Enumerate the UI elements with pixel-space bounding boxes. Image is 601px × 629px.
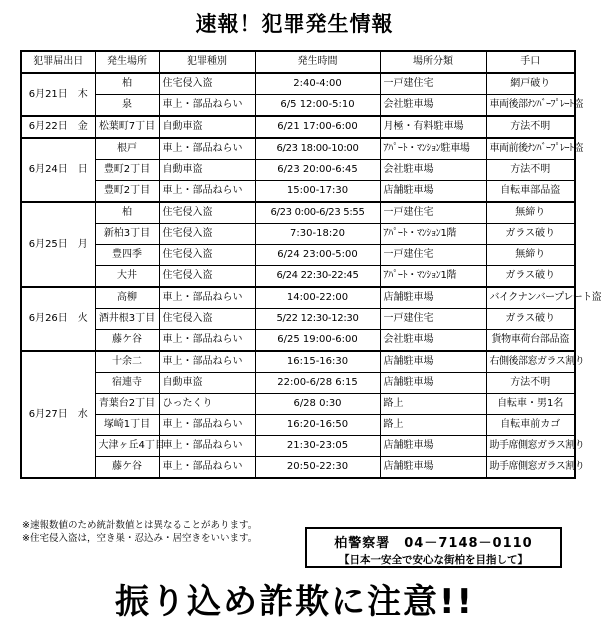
cell-place-category: 店舗駐車場 — [380, 351, 486, 373]
cell-time: 5/22 12:30-12:30 — [255, 309, 380, 330]
date-group — [21, 116, 575, 138]
cell-location: 柏 — [95, 202, 159, 224]
cell-location: 根戸 — [95, 138, 159, 160]
cell-place-category: 月極・有料駐車場 — [380, 116, 486, 138]
table-row — [21, 287, 575, 309]
cell-location: 青葉台2丁目 — [95, 394, 159, 415]
cell-method: 自転車・男1名 — [486, 394, 575, 415]
cell-method: 自転車部品盗 — [486, 181, 575, 203]
cell-time: 15:00-17:30 — [255, 181, 380, 203]
cell-place-category: 会社駐車場 — [380, 330, 486, 352]
cell-report-date: 6月26日 火 — [21, 287, 95, 351]
cell-time: 6/25 19:00-6:00 — [255, 330, 380, 352]
date-group — [21, 138, 583, 202]
cell-method: 右側後部窓ガラス割り — [486, 351, 575, 373]
cell-location: 十余二 — [95, 351, 159, 373]
table-row — [21, 181, 575, 203]
note-line: ※住宅侵入盗は，空き巣・忍込み・居空きをいいます。 — [22, 533, 258, 544]
cell-crime-type: 住宅侵入盗 — [159, 73, 255, 95]
cell-method: 車両前後ﾅﾝﾊﾞｰﾌﾟﾚｰﾄ盗 — [486, 138, 575, 160]
cell-method: 方法不明 — [486, 160, 575, 181]
cell-time: 21:30-23:05 — [255, 436, 380, 457]
table-row — [21, 224, 575, 245]
cell-method: 車両後部ﾅﾝﾊﾞｰﾌﾟﾚｰﾄ盗 — [486, 95, 575, 117]
table-row — [21, 330, 575, 352]
date-group — [21, 202, 575, 287]
table-row — [21, 160, 575, 181]
page-title: 速報！犯罪発生情報 — [195, 12, 394, 36]
header-place-category: 場所分類 — [380, 51, 486, 73]
table-row — [21, 202, 575, 224]
table-row — [21, 436, 575, 457]
cell-method: 助手席側窓ガラス割り — [486, 436, 575, 457]
cell-crime-type: 住宅侵入盗 — [159, 245, 255, 266]
cell-time: 6/23 18:00-10:00 — [255, 138, 380, 160]
cell-method: ガラス破り — [486, 266, 575, 288]
table-row — [21, 73, 575, 95]
cell-time: 6/5 12:00-5:10 — [255, 95, 380, 117]
date-group — [21, 73, 583, 116]
table-row — [21, 394, 575, 415]
cell-report-date: 6月27日 水 — [21, 351, 95, 478]
cell-crime-type: 車上・部品ねらい — [159, 436, 255, 457]
table-row — [21, 351, 575, 373]
fraud-warning: 振り込め詐欺に注意!! — [114, 582, 474, 622]
cell-place-category: 店舗駐車場 — [380, 181, 486, 203]
cell-report-date: 6月24日 日 — [21, 138, 95, 202]
cell-place-category: ｱﾊﾟｰﾄ・ﾏﾝｼｮﾝ1階 — [380, 224, 486, 245]
cell-report-date: 6月22日 金 — [21, 116, 95, 138]
header-time: 発生時間 — [255, 51, 380, 73]
cell-method: 方法不明 — [486, 373, 575, 394]
cell-place-category: 会社駐車場 — [380, 95, 486, 117]
cell-time: 6/24 22:30-22:45 — [255, 266, 380, 288]
header-report-date: 犯罪届出日 — [21, 51, 95, 73]
cell-report-date: 6月21日 木 — [21, 73, 95, 116]
cell-time: 6/24 23:00-5:00 — [255, 245, 380, 266]
date-group — [21, 287, 601, 351]
cell-place-category: 一戸建住宅 — [380, 73, 486, 95]
cell-time: 7:30-18:20 — [255, 224, 380, 245]
cell-location: 豊町2丁目 — [95, 160, 159, 181]
cell-crime-type: 車上・部品ねらい — [159, 415, 255, 436]
cell-report-date: 6月25日 月 — [21, 202, 95, 287]
cell-method: 自転車前カゴ — [486, 415, 575, 436]
cell-location: 藤ケ谷 — [95, 457, 159, 479]
table-row — [21, 116, 575, 138]
table-row — [21, 457, 575, 479]
cell-method: 貨物車荷台部品盗 — [486, 330, 575, 352]
cell-crime-type: 車上・部品ねらい — [159, 138, 255, 160]
cell-crime-type: 車上・部品ねらい — [159, 330, 255, 352]
cell-location: 松葉町7丁目 — [95, 116, 159, 138]
table-row — [21, 309, 575, 330]
cell-time: 6/23 20:00-6:45 — [255, 160, 380, 181]
cell-place-category: 店舗駐車場 — [380, 373, 486, 394]
date-group — [21, 351, 585, 478]
cell-time: 16:15-16:30 — [255, 351, 380, 373]
cell-location: 塚崎1丁目 — [95, 415, 159, 436]
cell-time: 14:00-22:00 — [255, 287, 380, 309]
cell-location: 宿連寺 — [95, 373, 159, 394]
cell-location: 豊町2丁目 — [95, 181, 159, 203]
cell-place-category: 一戸建住宅 — [380, 202, 486, 224]
cell-place-category: 路上 — [380, 394, 486, 415]
police-slogan: 【日本一安全で安心な街柏を目指して】 — [339, 554, 528, 566]
cell-location: 酒井根3丁目 — [95, 309, 159, 330]
cell-method: バイクナンバープレート盗 — [486, 287, 575, 309]
cell-crime-type: 車上・部品ねらい — [159, 95, 255, 117]
header-method: 手口 — [486, 51, 575, 73]
cell-place-category: 一戸建住宅 — [380, 245, 486, 266]
cell-crime-type: ひったくり — [159, 394, 255, 415]
police-phone: 柏警察署 04－7148－0110 — [334, 536, 533, 551]
header-crime-type: 犯罪種別 — [159, 51, 255, 73]
cell-location: 大井 — [95, 266, 159, 288]
cell-crime-type: 車上・部品ねらい — [159, 181, 255, 203]
cell-time: 6/23 0:00-6/23 5:55 — [255, 202, 380, 224]
cell-location: 新柏3丁目 — [95, 224, 159, 245]
table-row — [21, 245, 575, 266]
cell-method: 網戸破り — [486, 73, 575, 95]
cell-place-category: 店舗駐車場 — [380, 287, 486, 309]
cell-place-category: ｱﾊﾟｰﾄ・ﾏﾝｼｮﾝ1階 — [380, 266, 486, 288]
cell-location: 泉 — [95, 95, 159, 117]
cell-location: 柏 — [95, 73, 159, 95]
cell-crime-type: 住宅侵入盗 — [159, 202, 255, 224]
cell-place-category: 会社駐車場 — [380, 160, 486, 181]
cell-place-category: 一戸建住宅 — [380, 309, 486, 330]
cell-crime-type: 車上・部品ねらい — [159, 351, 255, 373]
cell-method: 助手席側窓ガラス割り — [486, 457, 575, 479]
cell-location: 藤ケ谷 — [95, 330, 159, 352]
cell-crime-type: 自動車盗 — [159, 116, 255, 138]
note-line: ※速報数値のため統計数値とは異なることがあります。 — [22, 520, 258, 531]
cell-crime-type: 住宅侵入盗 — [159, 266, 255, 288]
cell-method: 無締り — [486, 202, 575, 224]
police-contact-box — [305, 527, 562, 568]
cell-crime-type: 住宅侵入盗 — [159, 224, 255, 245]
cell-time: 22:00-6/28 6:15 — [255, 373, 380, 394]
cell-method: 方法不明 — [486, 116, 575, 138]
cell-crime-type: 車上・部品ねらい — [159, 457, 255, 479]
table-row — [21, 415, 575, 436]
cell-method: 無締り — [486, 245, 575, 266]
table-row — [21, 266, 575, 288]
cell-location: 高柳 — [95, 287, 159, 309]
cell-place-category: 店舗駐車場 — [380, 436, 486, 457]
cell-method: ガラス破り — [486, 309, 575, 330]
header-location: 発生場所 — [95, 51, 159, 73]
cell-time: 6/21 17:00-6:00 — [255, 116, 380, 138]
cell-method: ガラス破り — [486, 224, 575, 245]
cell-place-category: 店舗駐車場 — [380, 457, 486, 479]
table-row — [21, 373, 575, 394]
table-row — [21, 95, 575, 117]
table-header — [21, 51, 575, 73]
cell-place-category: 路上 — [380, 415, 486, 436]
cell-time: 2:40-4:00 — [255, 73, 380, 95]
cell-time: 20:50-22:30 — [255, 457, 380, 479]
cell-time: 16:20-16:50 — [255, 415, 380, 436]
cell-location: 大津ヶ丘4丁目 — [95, 436, 159, 457]
table-row — [21, 138, 575, 160]
cell-crime-type: 自動車盗 — [159, 373, 255, 394]
cell-crime-type: 自動車盗 — [159, 160, 255, 181]
notes — [22, 519, 257, 545]
cell-place-category: ｱﾊﾟｰﾄ・ﾏﾝｼｮﾝ駐車場 — [380, 138, 486, 160]
cell-crime-type: 車上・部品ねらい — [159, 287, 255, 309]
crime-table — [20, 50, 601, 479]
cell-crime-type: 住宅侵入盗 — [159, 309, 255, 330]
cell-time: 6/28 0:30 — [255, 394, 380, 415]
cell-location: 豊四季 — [95, 245, 159, 266]
